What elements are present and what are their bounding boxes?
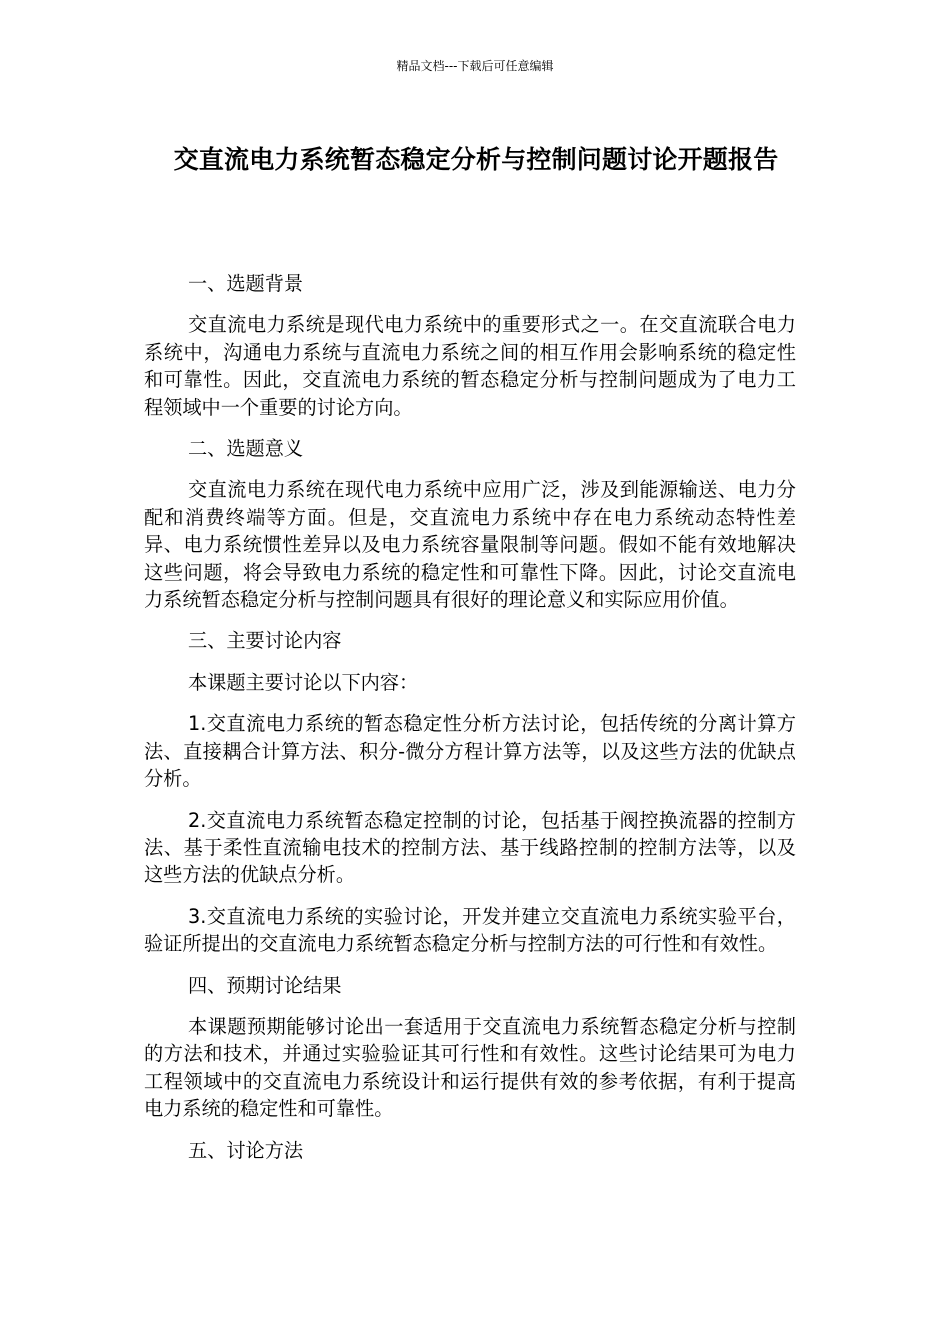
paragraph-content-item-3: 3.交直流电力系统的实验讨论，开发并建立交直流电力系统实验平台，验证所提出的交直流电力系统暂态稳定分析与控制方法的可行性和有效性。 bbox=[144, 904, 796, 956]
document-body bbox=[144, 270, 796, 1178]
paragraph-expected-results: 本课题预期能够讨论出一套适用于交直流电力系统暂态稳定分析与控制的方法和技术，并通过实验验证其可行性和有效性。这些讨论结果可为电力工程领域中的交直流电力系统设计和运行提供有效的参考依据，有利于提高电力系统的稳定性和可靠性。 bbox=[144, 1014, 796, 1121]
paragraph-content-item-1: 1.交直流电力系统的暂态稳定性分析方法讨论，包括传统的分离计算方法、直接耦合计算方法、积分-微分方程计算方法等，以及这些方法的优缺点分析。 bbox=[144, 712, 796, 791]
section-heading-significance: 二、选题意义 bbox=[188, 437, 304, 461]
paragraph-content-intro: 本课题主要讨论以下内容： bbox=[188, 670, 419, 694]
section-heading-main-content: 三、主要讨论内容 bbox=[188, 629, 342, 653]
paragraph-background: 交直流电力系统是现代电力系统中的重要形式之一。在交直流联合电力系统中，沟通电力系统与直流电力系统之间的相互作用会影响系统的稳定性和可靠性。因此，交直流电力系统的暂态稳定分析与控制问题成为了电力工程领域中一个重要的讨论方向。 bbox=[144, 313, 796, 419]
section-heading-background: 一、选题背景 bbox=[188, 272, 304, 295]
section-heading-expected-results: 四、预期讨论结果 bbox=[188, 973, 342, 997]
section-heading-methods: 五、讨论方法 bbox=[188, 1138, 304, 1162]
document-title: 交直流电力系统暂态稳定分析与控制问题讨论开题报告 bbox=[173, 145, 779, 174]
paragraph-content-item-2: 2.交直流电力系统暂态稳定控制的讨论，包括基于阀控换流器的控制方法、基于柔性直流输电技术的控制方法、基于线路控制的控制方法等，以及这些方法的优缺点分析。 bbox=[144, 808, 796, 887]
paragraph-significance: 交直流电力系统在现代电力系统中应用广泛，涉及到能源输送、电力分配和消费终端等方面。但是，交直流电力系统中存在电力系统动态特性差异、电力系统惯性差异以及电力系统容量限制等问题。假如不能有效地解决这些问题，将会导致电力系统的稳定性和可靠性下降。因此，讨论交直流电力系统暂态稳定分析与控制问题具有很好的理论意义和实际应用价值。 bbox=[144, 478, 796, 612]
page-header-note: 精品文档---下载后可任意编辑 bbox=[396, 59, 554, 73]
